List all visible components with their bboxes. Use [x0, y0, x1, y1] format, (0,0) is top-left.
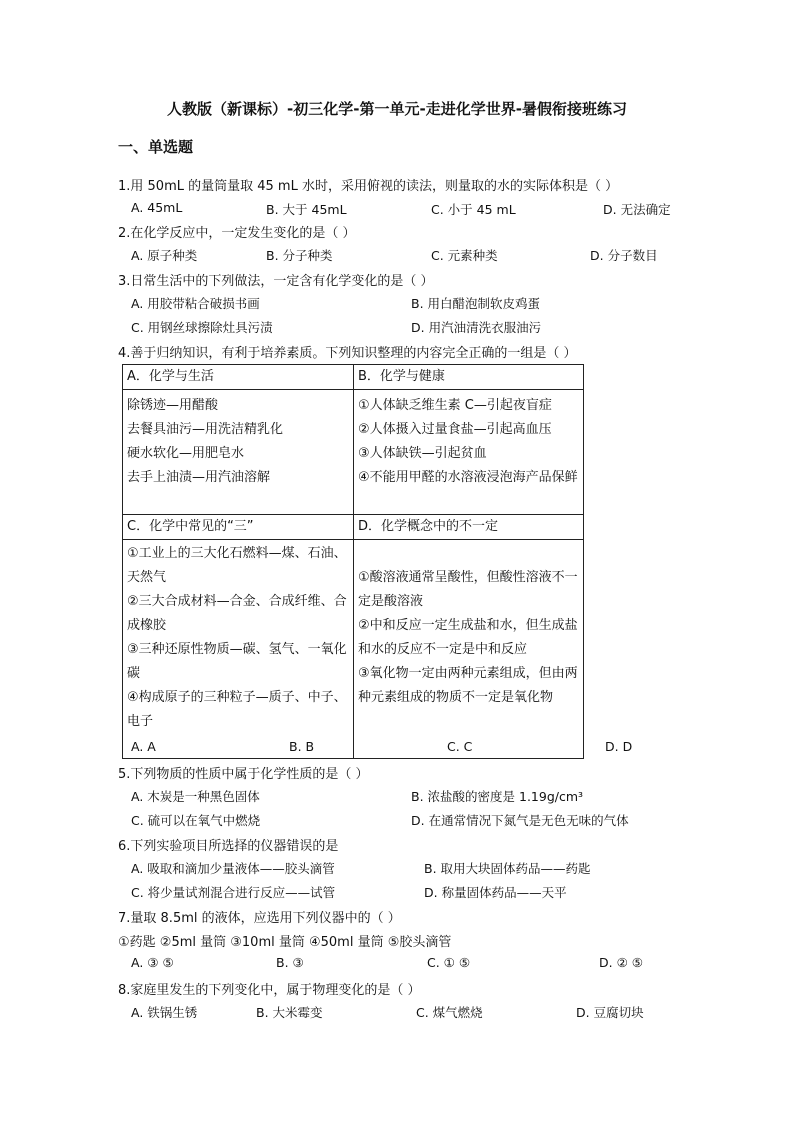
- q1-option-d: D. 无法确定: [603, 202, 671, 217]
- q3-option-a: A. 用胶带粘合破损书画: [131, 296, 260, 311]
- q1-option-a: A. 45mL: [131, 200, 183, 215]
- cell-b-line: ④不能用甲醛的水溶液浸泡海产品保鲜: [358, 470, 578, 485]
- q7-option-a: A. ③ ⑤: [131, 955, 174, 970]
- q6-option-c: C. 将少量试剂混合进行反应——试管: [131, 885, 336, 900]
- q3-option-b: B. 用白醋泡制软皮鸡蛋: [411, 296, 541, 311]
- table-header-d: D．化学概念中的不一定: [354, 515, 584, 540]
- table-cell-d: [354, 540, 584, 759]
- q6-option-a: A. 吸取和滴加少量液体——胶头滴管: [131, 861, 335, 876]
- cell-d-line: ③氧化物一定由两种元素组成，但由两种元素组成的物质不一定是氧化物: [358, 666, 578, 705]
- cell-a-line: 去手上油渍—用汽油溶解: [127, 470, 271, 485]
- section-heading: 一、单选题: [118, 138, 194, 156]
- q2-option-a: A. 原子种类: [131, 248, 198, 263]
- table-cell-a: [123, 390, 354, 515]
- question-7-items: ①药匙 ②5ml 量筒 ③10ml 量筒 ④50ml 量筒 ⑤胶头滴管: [118, 935, 452, 950]
- q8-option-b: B. 大米霉变: [256, 1005, 323, 1020]
- knowledge-table: [122, 364, 584, 759]
- q7-option-c: C. ① ⑤: [427, 955, 471, 970]
- q2-option-b: B. 分子种类: [266, 248, 333, 263]
- q2-option-d: D. 分子数目: [590, 248, 658, 263]
- question-1-stem: 1.用 50mL 的量筒量取 45 mL 水时，采用俯视的读法，则量取的水的实际体积是（ ）: [118, 179, 619, 194]
- q8-option-c: C. 煤气燃烧: [416, 1005, 483, 1020]
- q6-option-d: D. 称量固体药品——天平: [424, 885, 567, 900]
- q7-option-d: D. ② ⑤: [599, 955, 643, 970]
- cell-d-line: ①酸溶液通常呈酸性，但酸性溶液不一定是酸溶液: [358, 570, 578, 609]
- cell-b-line: ③人体缺铁—引起贫血: [358, 446, 487, 461]
- table-cell-c: [123, 540, 354, 759]
- cell-c-line: ①工业上的三大化石燃料—煤、石油、天然气: [127, 546, 347, 585]
- q3-option-d: D. 用汽油清洗衣服油污: [411, 320, 542, 335]
- cell-c-line: ④构成原子的三种粒子—质子、中子、电子: [127, 690, 347, 729]
- q7-option-b: B. ③: [276, 955, 304, 970]
- question-2-stem: 2.在化学反应中，一定发生变化的是（ ）: [118, 226, 356, 241]
- cell-a-line: 去餐具油污—用洗洁精乳化: [127, 422, 284, 437]
- cell-a-line: 除锈迹—用醋酸: [127, 398, 219, 413]
- q4-option-a: A. A: [131, 739, 156, 754]
- cell-c-line: ③三种还原性物质—碳、氢气、一氧化碳: [127, 642, 347, 681]
- q3-option-c: C. 用钢丝球擦除灶具污渍: [131, 320, 273, 335]
- question-5-stem: 5.下列物质的性质中属于化学性质的是（ ）: [118, 767, 369, 782]
- cell-b-line: ①人体缺乏维生素 C—引起夜盲症: [358, 398, 552, 413]
- q4-option-b: B. B: [289, 739, 315, 754]
- cell-c-line: ②三大合成材料—合金、合成纤维、合成橡胶: [127, 594, 347, 633]
- q5-option-a: A. 木炭是一种黑色固体: [131, 789, 260, 804]
- q1-option-b: B. 大于 45mL: [266, 202, 347, 217]
- question-6-stem: 6.下列实验项目所选择的仪器错误的是: [118, 839, 339, 854]
- question-8-stem: 8.家庭里发生的下列变化中，属于物理变化的是（ ）: [118, 983, 421, 998]
- table-header-c: C．化学中常见的“三”: [123, 515, 354, 540]
- table-header-b: B．化学与健康: [354, 365, 584, 390]
- q8-option-d: D. 豆腐切块: [576, 1005, 644, 1020]
- document-title: 人教版（新课标）-初三化学-第一单元-走进化学世界-暑假衔接班练习: [167, 100, 627, 118]
- question-4-stem: 4.善于归纳知识，有利于培养素质。下列知识整理的内容完全正确的一组是（ ）: [118, 346, 577, 361]
- q5-option-d: D. 在通常情况下氮气是无色无味的气体: [411, 813, 629, 828]
- table-cell-b: [354, 390, 584, 515]
- q6-option-b: B. 取用大块固体药品——药匙: [424, 861, 591, 876]
- q1-option-c: C. 小于 45 mL: [431, 202, 516, 217]
- table-header-a: A．化学与生活: [123, 365, 354, 390]
- cell-a-line: 硬水软化—用肥皂水: [127, 446, 245, 461]
- q5-option-c: C. 硫可以在氧气中燃烧: [131, 813, 261, 828]
- cell-b-line: ②人体摄入过量食盐—引起高血压: [358, 422, 552, 437]
- q4-option-d: D. D: [605, 739, 633, 754]
- question-3-stem: 3.日常生活中的下列做法，一定含有化学变化的是（ ）: [118, 274, 434, 289]
- q2-option-c: C. 元素种类: [431, 248, 498, 263]
- q8-option-a: A. 铁锅生锈: [131, 1005, 198, 1020]
- cell-d-line: ②中和反应一定生成盐和水，但生成盐和水的反应不一定是中和反应: [358, 618, 578, 657]
- question-7-stem: 7.量取 8.5ml 的液体，应选用下列仪器中的（ ）: [118, 911, 401, 926]
- q4-option-c: C. C: [447, 739, 473, 754]
- q5-option-b: B. 浓盐酸的密度是 1.19g/cm³: [411, 789, 584, 804]
